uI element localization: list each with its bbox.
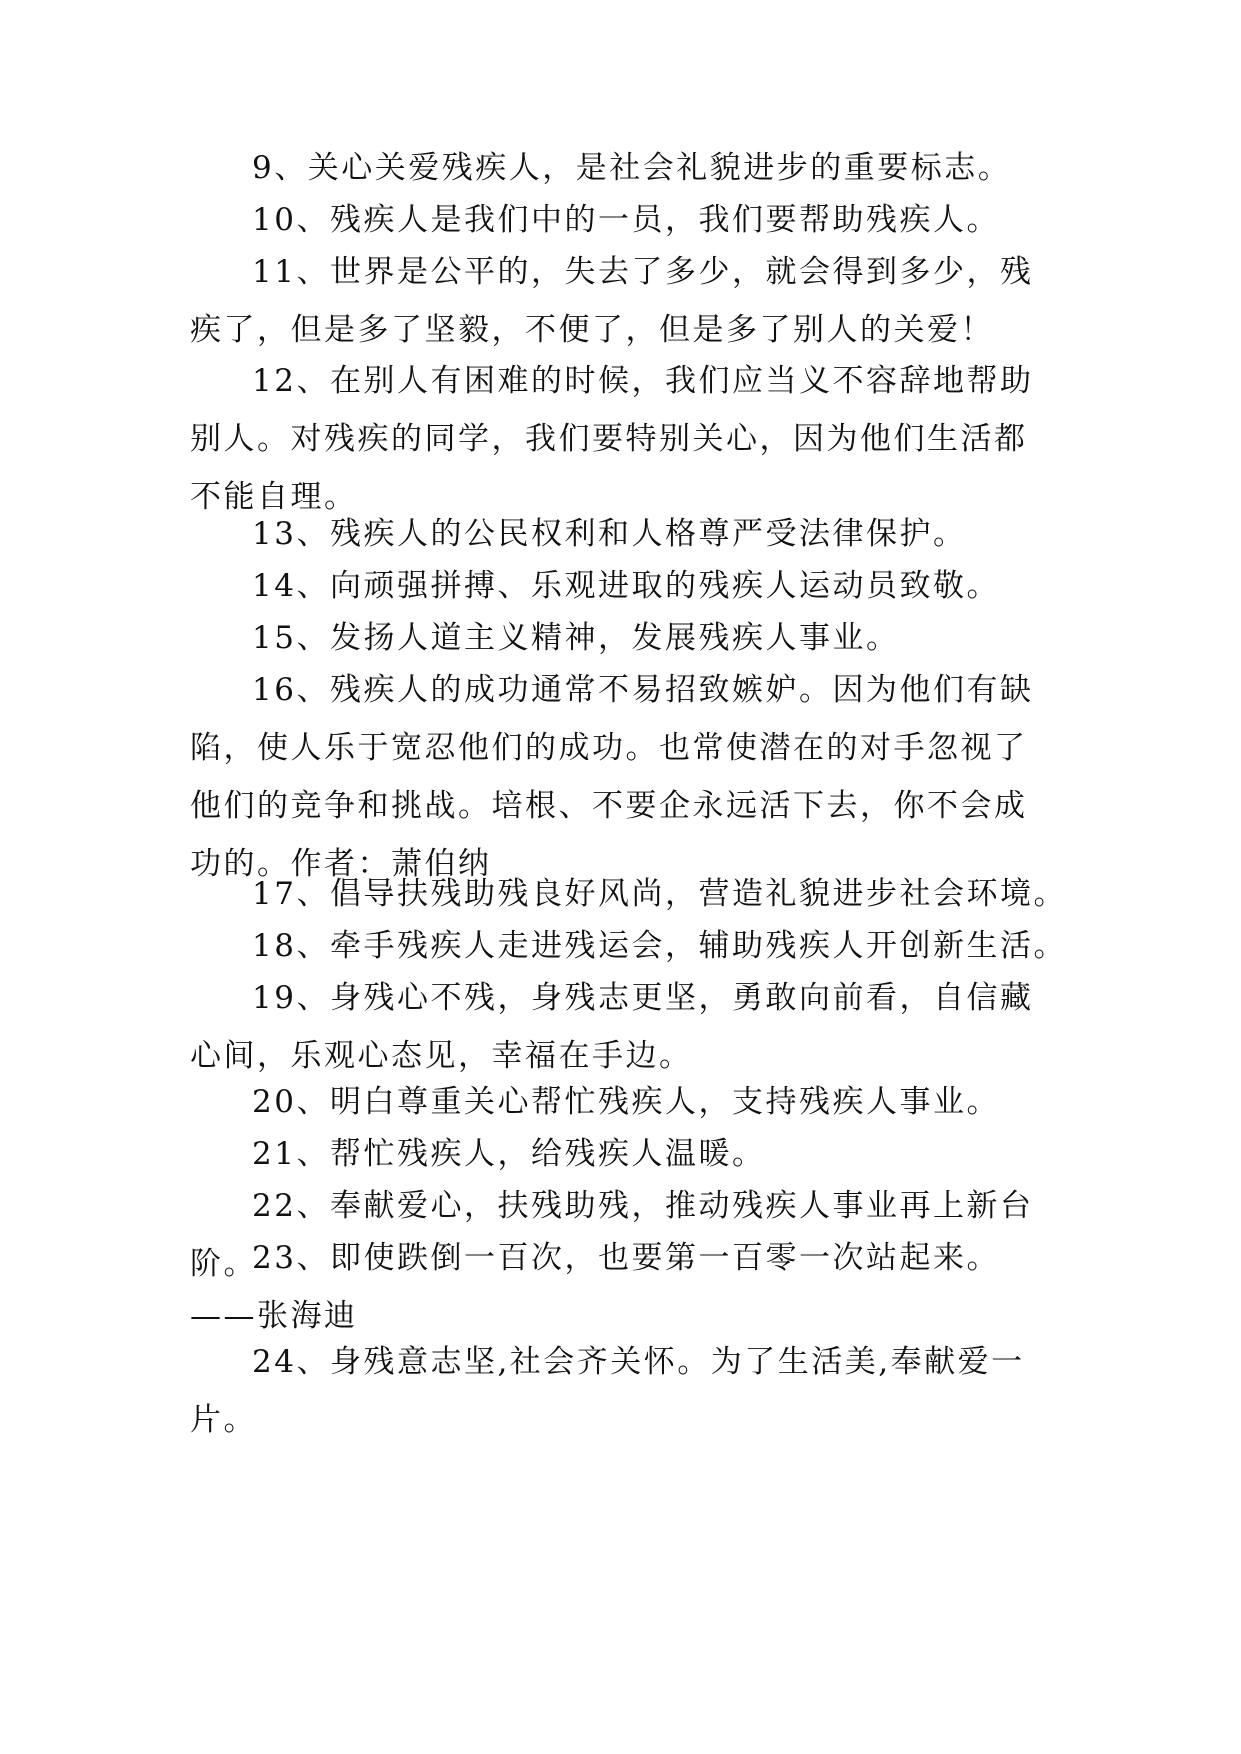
- paragraph-19: 19、身残心不残，身残志更坚，勇敢向前看，自信藏心间，乐观心态见，幸福在手边。: [190, 980, 1034, 1074]
- paragraph-9: 9、关心关爱残疾人，是社会礼貌进步的重要标志。: [252, 150, 1012, 186]
- paragraph-14: 14、向顽强拼搏、乐观进取的残疾人运动员致敬。: [252, 568, 1000, 604]
- paragraph-18: 18、牵手残疾人走进残运会，辅助残疾人开创新生活。: [252, 928, 1067, 964]
- paragraph-15: 15、发扬人道主义精神，发展残疾人事业。: [252, 620, 900, 656]
- paragraph-17: 17、倡导扶残助残良好风尚，营造礼貌进步社会环境。: [252, 876, 1067, 912]
- paragraph-20: 20、明白尊重关心帮忙残疾人，支持残疾人事业。: [252, 1084, 1000, 1120]
- paragraph-21: 21、帮忙残疾人，给残疾人温暖。: [252, 1136, 766, 1172]
- paragraph-23: 23、即使跌倒一百次，也要第一百零一次站起来。——张海迪: [190, 1240, 1000, 1334]
- paragraph-12: 12、在别人有困难的时候，我们应当义不容辞地帮助别人。对残疾的同学，我们要特别关心，因为他们生活都不能自理。: [190, 363, 1034, 515]
- paragraph-16: 16、残疾人的成功通常不易招致嫉妒。因为他们有缺陷，使人乐于宽忍他们的成功。也常使潜在的对手忽视了他们的竞争和挑战。培根、不要企永远活下去，你不会成功的。作者：萧伯纳: [190, 672, 1034, 882]
- paragraph-22: 22、奉献爱心，扶残助残，推动残疾人事业再上新台阶。: [190, 1188, 1034, 1282]
- paragraph-13: 13、残疾人的公民权利和人格尊严受法律保护。: [252, 516, 967, 552]
- paragraph-24: 24、身残意志坚,社会齐关怀。为了生活美,奉献爱一片。: [190, 1344, 1025, 1438]
- paragraph-11: 11、世界是公平的，失去了多少，就会得到多少，残疾了，但是多了坚毅，不便了，但是多了别人的关爱！: [190, 254, 1034, 348]
- paragraph-10: 10、残疾人是我们中的一员，我们要帮助残疾人。: [252, 202, 1000, 238]
